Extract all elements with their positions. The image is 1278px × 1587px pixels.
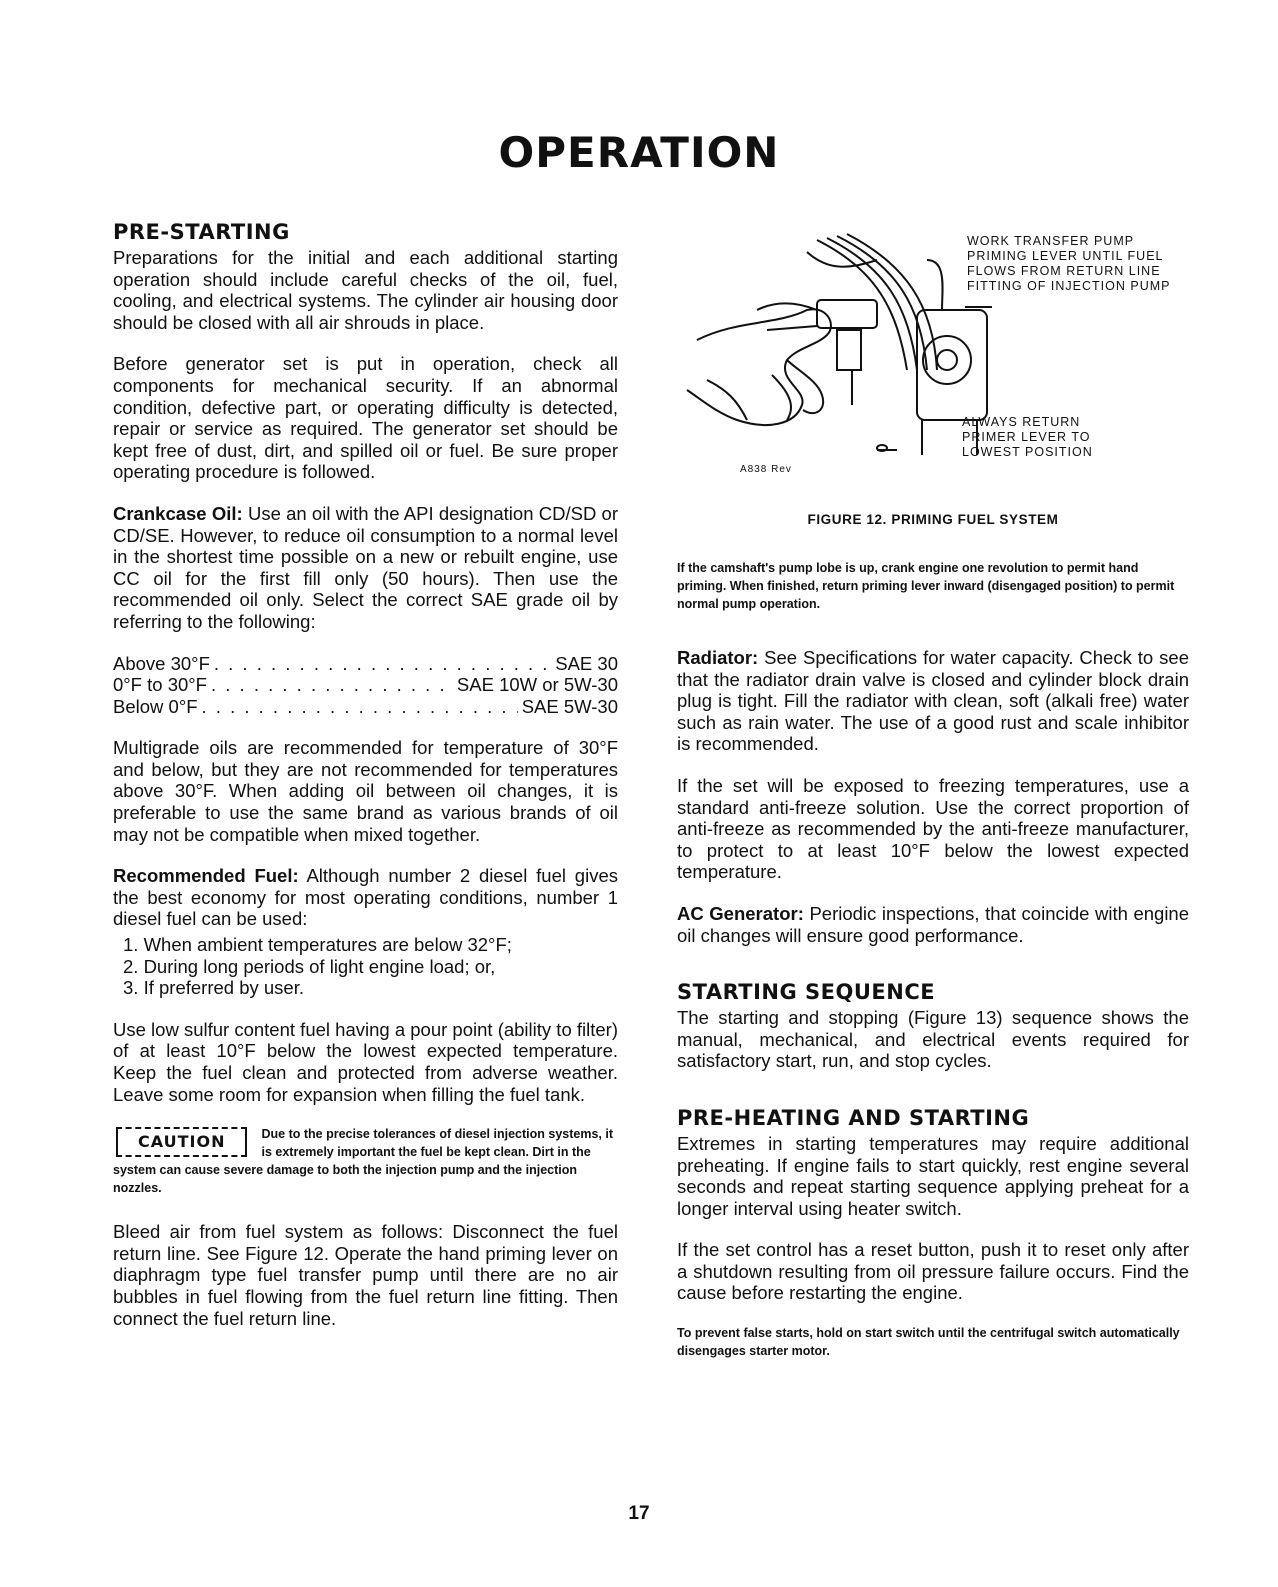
radiator-label: Radiator: [677,647,759,668]
left-column [113,220,618,1349]
fuel-conditions-list [113,934,618,999]
bleed-air-paragraph: Bleed air from fuel system as follows: Disconnect the fuel return line. See Figure 12. Operate the hand priming lever on diaphragm type fuel transfer pump until there are no air bubbles in fuel flowing from the fuel return line fitting. Then connect the fuel return line. [113,1221,618,1329]
crankcase-oil-text: Use an oil with the API designation CD/SD or CD/SE. However, to reduce oil consumption to a normal level in the shortest time possible on a new or rebuilt engine, use CC oil for the first fill only (50 hours). Then use the recommended oil only. Select the correct SAE grade oil by referring to the following: [113,502,619,632]
figure-caption: FIGURE 12. PRIMING FUEL SYSTEM [807,512,1059,527]
multigrade-paragraph: Multigrade oils are recommended for temperature of 30°F and below, but they are not recommended for temperatures above 30°F. When adding oil between oil changes, it is preferable to use the same brand as various brands of oil may not be compatible when mixed together. [113,737,618,845]
pre-starting-paragraph-2: Before generator set is put in operation, check all components for mechanical security. If an abnormal condition, defective part, or operating difficulty is detected, repair or service as required. The generator set should be kept free of dust, dirt, and spilled oil or fuel. Be sure proper operating procedure is followed. [113,353,618,483]
low-sulfur-paragraph: Use low sulfur content fuel having a pour point (ability to filter) of at least 10°F below the lowest expected temperature. Keep the fuel clean and protected from adverse weather. Leave some room for expansion when filling the fuel tank. [113,1018,618,1105]
ac-generator-label: AC Generator: [677,902,804,924]
antifreeze-paragraph: If the set will be exposed to freezing temperatures, use a standard anti-freeze solution. Use the correct proportion of anti-freeze as recommended by the anti-freeze manufacturer, to protect to at least 10°F below the lowest expected temperature. [677,774,1189,883]
oil-range: Below 0°F [113,695,198,717]
page-title: OPERATION [498,128,780,177]
starting-sequence-heading: STARTING SEQUENCE [677,980,936,1005]
radiator-paragraph [677,647,1189,755]
dot-leader [211,674,453,696]
oil-range: 0°F to 30°F [113,674,207,696]
figure-callout-bottom: ALWAYS RETURN PRIMER LEVER TO LOWEST POSITION [962,415,1093,459]
figure-12 [677,230,1189,490]
dot-leader [202,696,518,718]
pre-heating-paragraph-2: If the set control has a reset button, push it to reset only after a shutdown resulting from oil pressure failure occurs. Find the cause before restarting the engine. [677,1239,1189,1304]
dot-leader [214,653,551,675]
radiator-text: See Specifications for water capacity. Check to see that the radiator drain valve is closed and cylinder block drain plug is tight. Fill the radiator with clean, soft (alkali free) water such as rain water. The use of a good rust and scale inhibitor is recommended. [677,647,1189,755]
pre-heating-paragraph-1: Extremes in starting temperatures may require additional preheating. If engine fails to start quickly, rest engine several seconds and repeat starting sequence applying preheat for a longer interval using heater switch. [677,1132,1189,1219]
caution-text: Due to the precise tolerances of diesel injection systems, it is extremely important the fuel be kept clean. Dirt in the system can cause severe damage to both the injection pump and the injection nozzles. [113,1127,613,1196]
page-number: 17 [628,1503,650,1524]
oil-grade: SAE 30 [555,652,618,674]
list-item: 3. If preferred by user. [123,977,304,999]
caution-notice [113,1125,618,1197]
figure-code: A838 Rev [740,464,792,475]
crankcase-oil-paragraph [113,503,618,633]
ac-generator-text: Periodic inspections, that coincide with engine oil changes will ensure good performance. [677,902,1190,946]
figure-note: If the camshaft's pump lobe is up, crank engine one revolution to permit hand priming. When finished, return priming lever inward (disengaged position) to permit normal pump operation. [677,561,1175,611]
oil-range: Above 30°F [113,652,210,674]
recommended-fuel-label: Recommended Fuel: [113,865,299,887]
crankcase-oil-label: Crankcase Oil: [113,502,243,524]
recommended-fuel-paragraph [113,865,618,930]
list-item: 2. During long periods of light engine load; or, [123,955,496,977]
oil-grade-table [113,653,618,718]
ac-generator-paragraph [677,903,1189,946]
oil-grade: SAE 10W or 5W-30 [456,674,618,696]
figure-callout-top: WORK TRANSFER PUMP PRIMING LEVER UNTIL FUEL FLOWS FROM RETURN LINE FITTING OF INJECTION PUMP [967,234,1171,293]
right-column [677,230,1189,1394]
false-start-note: To prevent false starts, hold on start switch until the centrifugal switch automatically disengages starter motor. [677,1326,1180,1359]
recommended-fuel-text: Although number 2 diesel fuel gives the best economy for most operating conditions, number 1 diesel fuel can be used: [113,865,618,930]
pre-starting-paragraph-1: Preparations for the initial and each additional starting operation should include careful checks of the oil, fuel, cooling, and electrical systems. The cylinder air housing door should be closed with all air shrouds in place. [113,247,618,333]
caution-badge: CAUTION [116,1127,247,1157]
pre-heating-heading: PRE-HEATING AND STARTING [677,1105,1030,1130]
oil-grade-row [113,653,618,675]
pre-starting-heading: PRE-STARTING [113,220,290,244]
list-item: 1. When ambient temperatures are below 32°F; [123,934,512,956]
oil-grade: SAE 5W-30 [521,695,618,717]
oil-grade-row [113,674,618,696]
oil-grade-row [113,696,618,718]
starting-sequence-paragraph: The starting and stopping (Figure 13) sequence shows the manual, mechanical, and electrical events required for satisfactory start, run, and stop cycles. [677,1007,1189,1072]
